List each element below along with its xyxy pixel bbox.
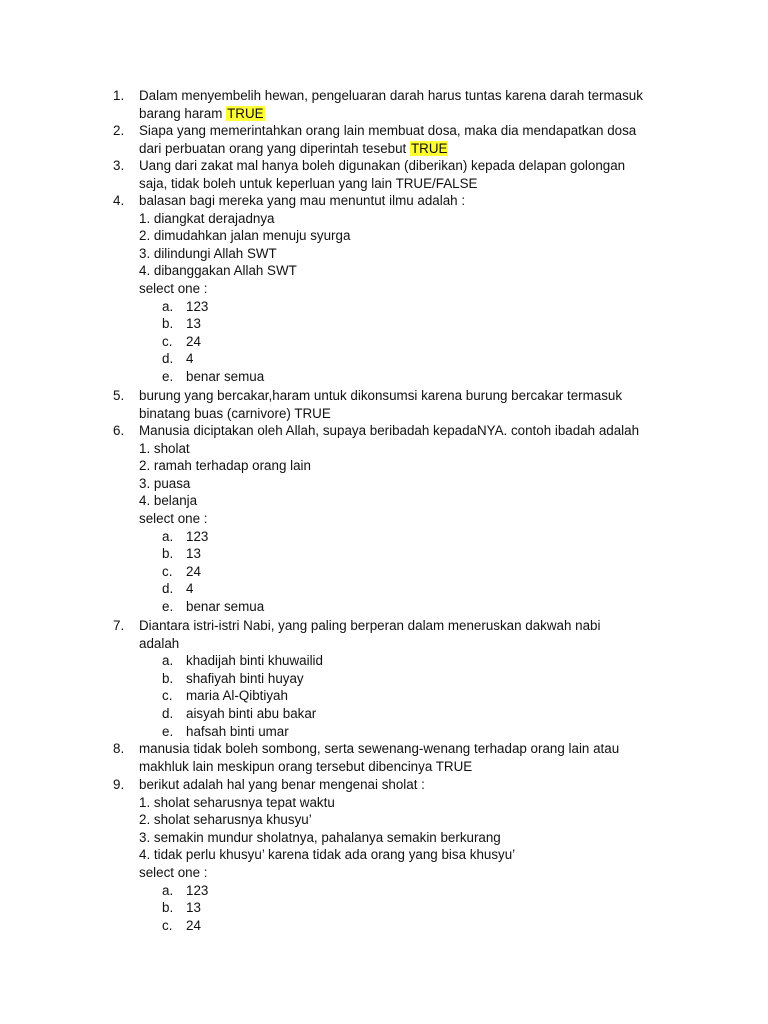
- highlighted-answer: TRUE: [227, 105, 264, 121]
- statement-item: 1. sholat: [139, 440, 190, 456]
- option-text: hafsah binti umar: [186, 723, 289, 739]
- option-text: aisyah binti abu bakar: [186, 705, 317, 721]
- option-letter: d.: [162, 581, 174, 597]
- option-letter: a.: [162, 528, 174, 544]
- question-text-line: [139, 105, 684, 123]
- question-text: Siapa yang memerintahkan orang lain membuat dosa, maka dia mendapatkan dosa: [139, 123, 637, 138]
- question-number: 4.: [113, 193, 125, 208]
- statement-item: 2. dimudahkan jalan menuju syurga: [139, 228, 351, 244]
- option-text: 123: [186, 528, 209, 544]
- option-text: 24: [186, 917, 201, 933]
- answer-option: [139, 652, 684, 670]
- option-text: maria Al-Qibtiyah: [186, 688, 288, 704]
- answer-option: [139, 705, 684, 723]
- option-text: 123: [186, 298, 209, 314]
- option-text: 24: [186, 333, 201, 349]
- option-letter: c.: [162, 688, 173, 704]
- question-text: makhluk lain meskipun orang tersebut dibencinya TRUE: [139, 758, 473, 774]
- option-text: 4: [186, 581, 194, 597]
- option-text: 13: [186, 546, 201, 562]
- statement-item: 2. sholat seharusnya khusyu’: [139, 812, 312, 828]
- answer-option: [139, 545, 684, 563]
- answer-option: [139, 899, 684, 917]
- question-text-line: [139, 140, 684, 158]
- option-text: benar semua: [186, 368, 265, 384]
- option-letter: d.: [162, 351, 174, 367]
- option-text: 13: [186, 900, 201, 916]
- option-text: 13: [186, 316, 201, 332]
- question-text: Uang dari zakat mal hanya boleh digunakan (diberikan) kepada delapan golongan: [139, 158, 626, 173]
- answer-option: [139, 350, 684, 368]
- question-number: 3.: [113, 158, 125, 173]
- option-text: 24: [186, 563, 201, 579]
- answer-option: [139, 598, 684, 616]
- answer-option: [139, 368, 684, 386]
- answer-option: [139, 670, 684, 688]
- answer-option: [139, 528, 684, 546]
- question-text: manusia tidak boleh sombong, serta sewenang-wenang terhadap orang lain atau: [139, 741, 620, 756]
- statement-item: 3. puasa: [139, 475, 191, 491]
- question-text: burung yang bercakar,haram untuk dikonsumsi karena burung bercakar termasuk: [139, 388, 623, 403]
- select-one-label: select one :: [139, 864, 208, 880]
- option-letter: c.: [162, 333, 173, 349]
- option-text: 4: [186, 351, 194, 367]
- statement-item: 4. belanja: [139, 493, 198, 509]
- answer-option: [139, 580, 684, 598]
- option-letter: c.: [162, 917, 173, 933]
- question-text: balasan bagi mereka yang mau menuntut ilmu adalah :: [139, 193, 466, 208]
- question-number: 5.: [113, 388, 125, 403]
- option-letter: e.: [162, 368, 174, 384]
- question-text: adalah: [139, 635, 180, 651]
- option-letter: a.: [162, 653, 174, 669]
- answer-option: [139, 723, 684, 741]
- option-text: 123: [186, 882, 209, 898]
- option-text: shafiyah binti huyay: [186, 670, 304, 686]
- question-number: 6.: [113, 423, 125, 438]
- statement-item: 4. tidak perlu khusyu’ karena tidak ada orang yang bisa khusyu’: [139, 847, 516, 863]
- option-letter: c.: [162, 563, 173, 579]
- question-number: 8.: [113, 741, 125, 756]
- answer-option: [139, 917, 684, 935]
- statement-item: 4. dibanggakan Allah SWT: [139, 263, 297, 279]
- option-letter: b.: [162, 900, 174, 916]
- question-text: barang haram: [139, 105, 227, 121]
- statement-item: 1. diangkat derajadnya: [139, 210, 275, 226]
- answer-option: [139, 315, 684, 333]
- statement-item: 3. semakin mundur sholatnya, pahalanya semakin berkurang: [139, 829, 501, 845]
- option-letter: a.: [162, 298, 174, 314]
- option-letter: b.: [162, 546, 174, 562]
- question-number: 9.: [113, 777, 125, 792]
- answer-option: [139, 333, 684, 351]
- question-number: 2.: [113, 123, 125, 138]
- option-letter: b.: [162, 316, 174, 332]
- question-text: Manusia diciptakan oleh Allah, supaya beribadah kepadaNYA. contoh ibadah adalah: [139, 423, 640, 438]
- question-text: dari perbuatan orang yang diperintah tesebut: [139, 140, 410, 156]
- option-letter: e.: [162, 723, 174, 739]
- option-letter: b.: [162, 670, 174, 686]
- answer-option: [139, 563, 684, 581]
- question-text: berikut adalah hal yang benar mengenai sholat :: [139, 777, 425, 792]
- option-letter: d.: [162, 705, 174, 721]
- answer-option: [139, 687, 684, 705]
- statement-item: 2. ramah terhadap orang lain: [139, 458, 311, 474]
- option-text: khadijah binti khuwailid: [186, 653, 323, 669]
- select-one-label: select one :: [139, 280, 208, 296]
- question-number: 1.: [113, 88, 125, 103]
- highlighted-answer: TRUE: [410, 140, 448, 156]
- option-letter: e.: [162, 598, 174, 614]
- select-one-label: select one :: [139, 510, 208, 526]
- statement-item: 3. dilindungi Allah SWT: [139, 245, 277, 261]
- answer-option: [139, 298, 684, 316]
- question-number: 7.: [113, 618, 125, 633]
- statement-item: 1. sholat seharusnya tepat waktu: [139, 794, 335, 810]
- option-text: benar semua: [186, 598, 265, 614]
- question-text: saja, tidak boleh untuk keperluan yang lain TRUE/FALSE: [139, 175, 478, 191]
- answer-option: [139, 882, 684, 900]
- question-text: Diantara istri-istri Nabi, yang paling berperan dalam meneruskan dakwah nabi: [139, 618, 601, 633]
- question-text: Dalam menyembelih hewan, pengeluaran darah harus tuntas karena darah termasuk: [139, 88, 643, 103]
- question-text: binatang buas (carnivore) TRUE: [139, 405, 331, 421]
- option-letter: a.: [162, 882, 174, 898]
